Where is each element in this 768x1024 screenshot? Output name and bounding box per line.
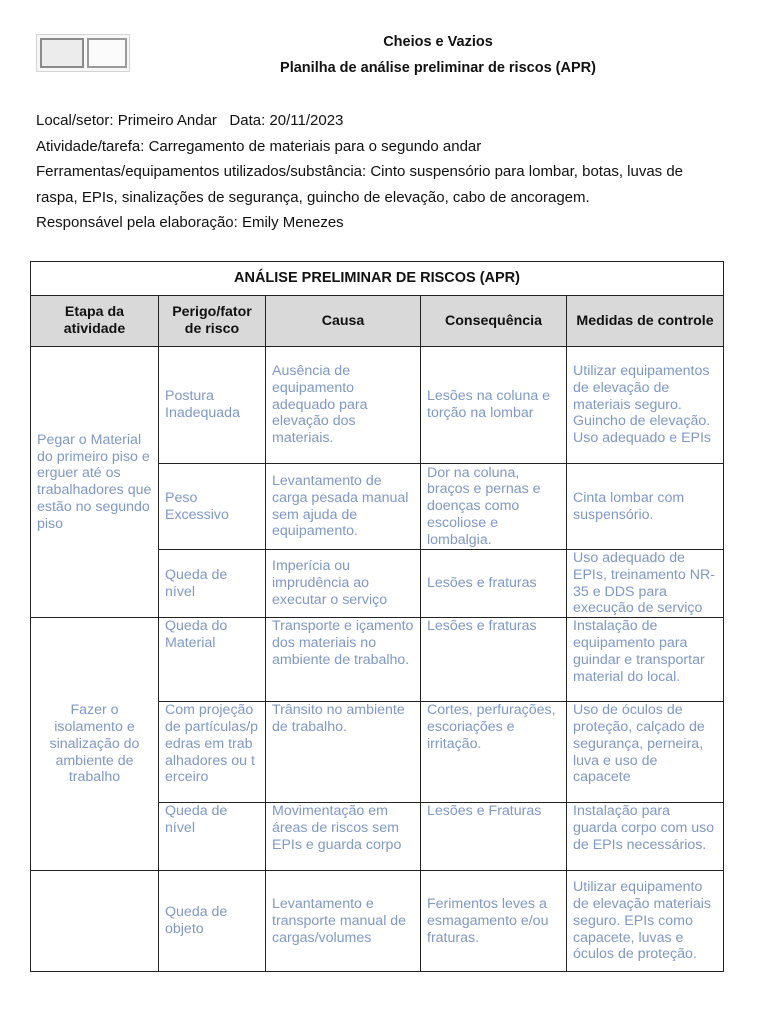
col-header-causa: Causa <box>266 296 421 347</box>
meta-atividade: Atividade/tarefa: Carregamento de materiais para o segundo andar <box>36 137 482 155</box>
col-header-perigo: Perigo/fator de risco <box>159 296 266 347</box>
causa-cell: Transporte e içamento dos materiais no ambiente de trabalho. <box>266 618 421 702</box>
meta-ferramentas-2: raspa, EPIs, sinalizações de segurança, guincho de elevação, cabo de ancoragem. <box>36 188 590 206</box>
medidas-cell: Uso de óculos de proteção, calçado de segurança, perneira, luva e uso de capacete <box>567 702 724 803</box>
consequencia-cell: Ferimentos leves a esmagamento e/ou fraturas. <box>421 871 567 972</box>
causa-cell: Levantamento e transporte manual de cargas/volumes <box>266 871 421 972</box>
causa-cell: Trânsito no ambiente de trabalho. <box>266 702 421 803</box>
medidas-cell: Cinta lombar com suspensório. <box>567 464 724 550</box>
col-header-consequencia: Consequência <box>421 296 567 347</box>
apr-caption: ANÁLISE PRELIMINAR DE RISCOS (APR) <box>31 262 724 296</box>
perigo-cell: Com projeção de partículas/pedras em trabalhadores ou terceiro <box>159 702 266 803</box>
apr-header-row <box>31 296 724 347</box>
perigo-cell: Queda de nível <box>159 803 266 871</box>
medidas-cell: Instalação de equipamento para guindar e transportar material do local. <box>567 618 724 702</box>
perigo-cell: Queda do Material <box>159 618 266 702</box>
consequencia-cell: Lesões e Fraturas <box>421 803 567 871</box>
table-row <box>31 871 724 972</box>
apr-caption-row <box>31 262 724 296</box>
table-row <box>31 347 724 464</box>
consequencia-cell: Cortes, perfurações, escoriações e irritação. <box>421 702 567 803</box>
consequencia-cell: Lesões e fraturas <box>421 550 567 618</box>
document-metadata <box>36 108 736 236</box>
apr-table <box>30 261 724 972</box>
consequencia-cell: Lesões na coluna e torção na lombar <box>421 347 567 464</box>
perigo-cell: Queda de objeto <box>159 871 266 972</box>
causa-cell: Levantamento de carga pesada manual sem ajuda de equipamento. <box>266 464 421 550</box>
medidas-cell: Utilizar equipamento de elevação materiais seguro. EPIs como capacete, luvas e óculos de proteção. <box>567 871 724 972</box>
table-row <box>31 618 724 702</box>
consequencia-cell: Dor na coluna, braços e pernas e doenças como escoliose e lombalgia. <box>421 464 567 550</box>
col-header-etapa: Etapa da atividade <box>31 296 159 347</box>
medidas-cell: Instalação para guarda corpo com uso de EPIs necessários. <box>567 803 724 871</box>
causa-cell: Imperícia ou imprudência ao executar o serviço <box>266 550 421 618</box>
perigo-cell: Postura Inadequada <box>159 347 266 464</box>
col-header-medidas: Medidas de controle <box>567 296 724 347</box>
etapa-cell <box>31 871 159 972</box>
meta-local-data: Local/setor: Primeiro Andar Data: 20/11/2023 <box>36 112 344 129</box>
causa-cell: Movimentação em áreas de riscos sem EPIs e guarda corpo <box>266 803 421 871</box>
perigo-cell: Queda de nível <box>159 550 266 618</box>
medidas-cell: Uso adequado de EPIs, treinamento NR-35 e DDS para execução de serviço <box>567 550 724 618</box>
consequencia-cell: Lesões e fraturas <box>421 618 567 702</box>
etapa-cell: Fazer o isolamento e sinalização do ambiente de trabalho <box>31 618 159 871</box>
meta-ferramentas-1: Ferramentas/equipamentos utilizados/substância: Cinto suspensório para lombar, botas, luvas de <box>36 163 684 181</box>
perigo-cell: Peso Excessivo <box>159 464 266 550</box>
etapa-cell: Pegar o Material do primeiro piso e erguer até os trabalhadores que estão no segundo piso <box>31 347 159 618</box>
meta-responsavel: Responsável pela elaboração: Emily Menezes <box>36 214 344 232</box>
document-title: Planilha de análise preliminar de riscos (APR) <box>280 60 596 76</box>
medidas-cell: Utilizar equipamentos de elevação de materiais seguro. Guincho de elevação. Uso adequado e EPIs <box>567 347 724 464</box>
causa-cell: Ausência de equipamento adequado para elevação dos materiais. <box>266 347 421 464</box>
company-name: Cheios e Vazios <box>383 34 493 50</box>
